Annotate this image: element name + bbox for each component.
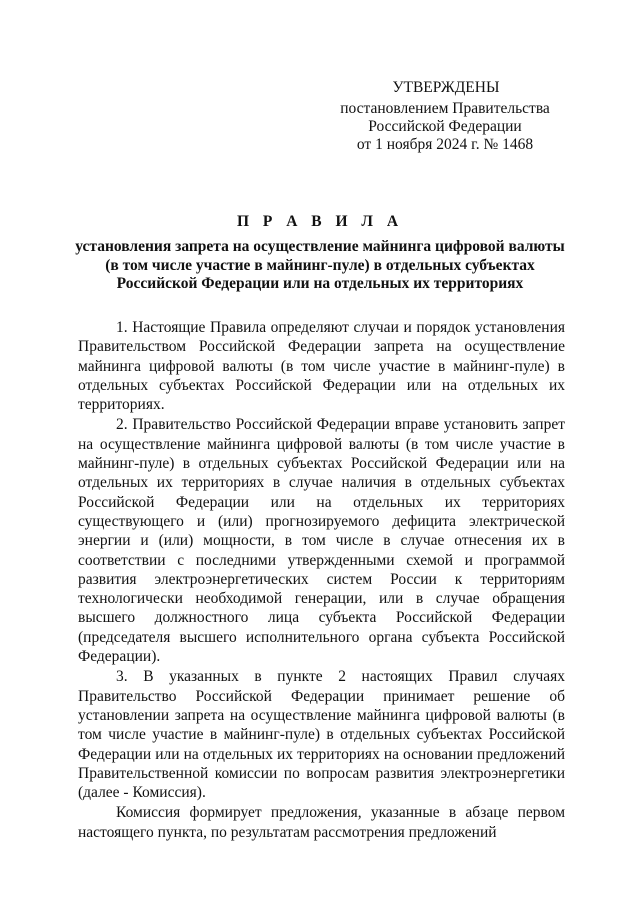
- approval-heading: УТВЕРЖДЕНЫ: [392, 79, 500, 96]
- subtitle-line: установления запрета на осуществление майнинга цифровой валюты: [75, 238, 565, 255]
- paragraph: 2. Правительство Российской Федерации вправе установить запрет на осуществление майнинга цифровой валюты (в том числе участие в майнинг-пуле) в отдельных субъектах Российской Федерации или на отдельных их территориях в случае наличия в отдельных субъектах Российской Федерации или на отдельных их территориях существующего и (или) прогнозируемого дефицита электрической энергии и (или) мощности, в том числе в случае отнесения их в соответствии с последними утвержденными схемой и программой развития электроэнергетических систем России к территориям технологически необходимой генерации, или в случае обращения высшего должностного лица субъекта Российской Федерации (председателя высшего исполнительного органа субъекта Российской Федерации).: [78, 416, 565, 666]
- paragraph: 1. Настоящие Правила определяют случаи и порядок установления Правительством Российской Федерации запрета на осуществление майнинга цифровой валюты (в том числе участие в майнинг-пуле) в отдельных субъектах Российской Федерации или на отдельных их территориях.: [78, 319, 565, 414]
- approval-line: Российской Федерации: [368, 118, 522, 135]
- paragraph: Комиссия формирует предложения, указанные в абзаце первом настоящего пункта, по результатам рассмотрения предложений: [78, 804, 565, 841]
- approval-line: от 1 ноября 2024 г. № 1468: [356, 136, 534, 153]
- document-subtitle: [60, 238, 580, 294]
- document-body: [78, 318, 565, 842]
- paragraph: 3. В указанных в пункте 2 настоящих Правил случаях Правительство Российской Федерации принимает решение об установлении запрета на осуществление майнинга цифровой валюты (в том числе участие в майнинг-пуле) в отдельных субъектах Российской Федерации или на отдельных их территориях на основании предложений Правительственной комиссии по вопросам развития электроэнергетики (далее - Комиссия).: [78, 668, 565, 802]
- approval-stamp: [330, 79, 560, 154]
- subtitle-line: Российской Федерации или на отдельных их территориях: [116, 275, 524, 292]
- document-title: П Р А В И Л А: [236, 213, 404, 230]
- subtitle-line: (в том числе участие в майнинг-пуле) в отдельных субъектах: [105, 256, 535, 274]
- approval-line: постановлением Правительства: [340, 100, 550, 117]
